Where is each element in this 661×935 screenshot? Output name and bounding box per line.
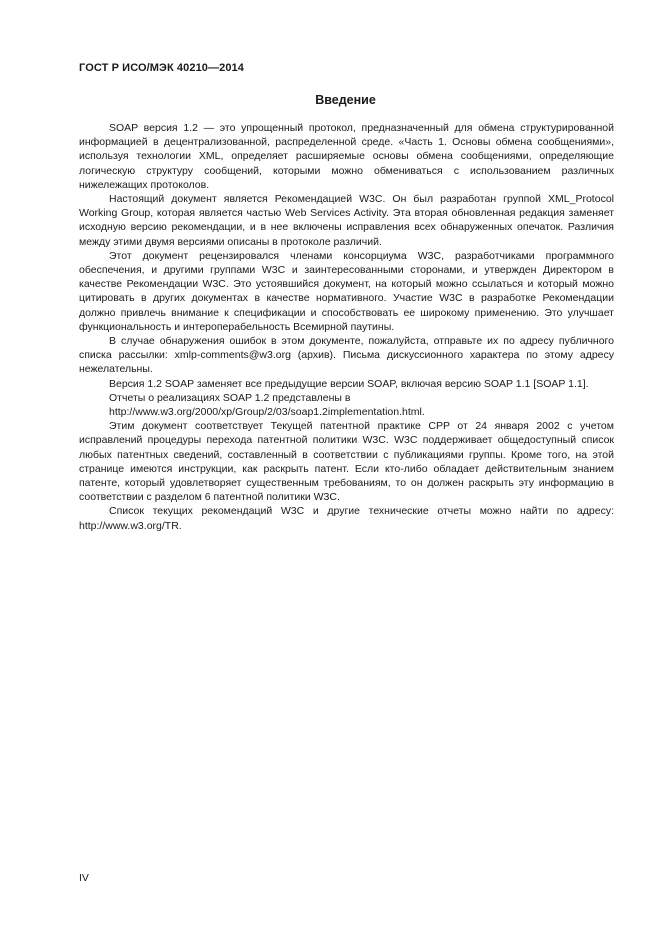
paragraph-w3c-recommendation: Настоящий документ является Рекомендацией W3C. Он был разработан группой XML_Protocol Working Group, которая является частью Web Services Activity. Эта вторая обновленная редакция заменяет исходную версию рекомендации, и в нее включены исправления всех обнаруженных опечаток. Различия между этими двумя версиями описаны в протоколе различий.: [79, 193, 614, 248]
paragraph-review: Этот документ рецензировался членами консорциума W3C, разработчиками программного обеспечения, и другими группами W3C и заинтересованными сторонами, и утвержден Директором в качестве Рекомендации W3C. Это устоявшийся документ, на который можно ссылаться и который можно цитировать в других документах в качестве нормативного. Участие W3C в разработке Рекомендации должно привлечь внимание к спецификации и способствовать ее широкому применению. Это улучшает функциональность и интероперабельность Всемирной паутины.: [79, 249, 614, 333]
paragraph-reports: Отчеты о реализациях SOAP 1.2 представлены в: [109, 391, 351, 404]
paragraph-soap-intro: SOAP версия 1.2 — это упрощенный протокол, предназначенный для обмена структурированной информацией в децентрализованной, распределенной среде. «Часть 1. Основы обмена сообщениями», используя технологии XML, определяет расширяемые основы обмена сообщениями, определяющие логическую структуру сообщений, которыми можно обмениваться с использованием различных нижележащих протоколов.: [79, 122, 614, 191]
paragraph-errors: В случае обнаружения ошибок в этом документе, пожалуйста, отправьте их по адресу публичного списка рассылки: xmlp-comments@w3.org (архив). Письма дискуссионного характера по этому адресу нежелательны.: [79, 335, 614, 376]
paragraph-reports-link: http://www.w3.org/2000/xp/Group/2/03/soap1.2implementation.html.: [109, 406, 425, 419]
paragraph-tr-list: Список текущих рекомендаций W3C и другие технические отчеты можно найти по адресу: http://www.w3.org/TR.: [79, 505, 614, 532]
document-standard-header: ГОСТ Р ИСО/МЭК 40210—2014: [79, 62, 244, 74]
page-number: IV: [79, 872, 89, 884]
paragraph-patent-policy: Этим документ соответствует Текущей патентной практике CPP от 24 января 2002 с учетом исправлений процедуры перехода патентной политики W3C. W3C поддерживает общедоступный список любых патентных сведений, составленный в соответствии с публикациями группы. Кроме того, на этой странице имеются инструкции, как раскрыть патент. Если кто-либо обладает действительным знанием патенте, который удовлетворяет существенным требованиям, то он должен раскрыть эту информацию в соответствии с разделом 6 патентной политики W3C.: [79, 420, 614, 504]
section-title: Введение: [315, 93, 376, 107]
document-body: [79, 121, 614, 533]
paragraph-version-replace: Версия 1.2 SOAP заменяет все предыдущие версии SOAP, включая версию SOAP 1.1 [SOAP 1.1].: [109, 377, 589, 390]
